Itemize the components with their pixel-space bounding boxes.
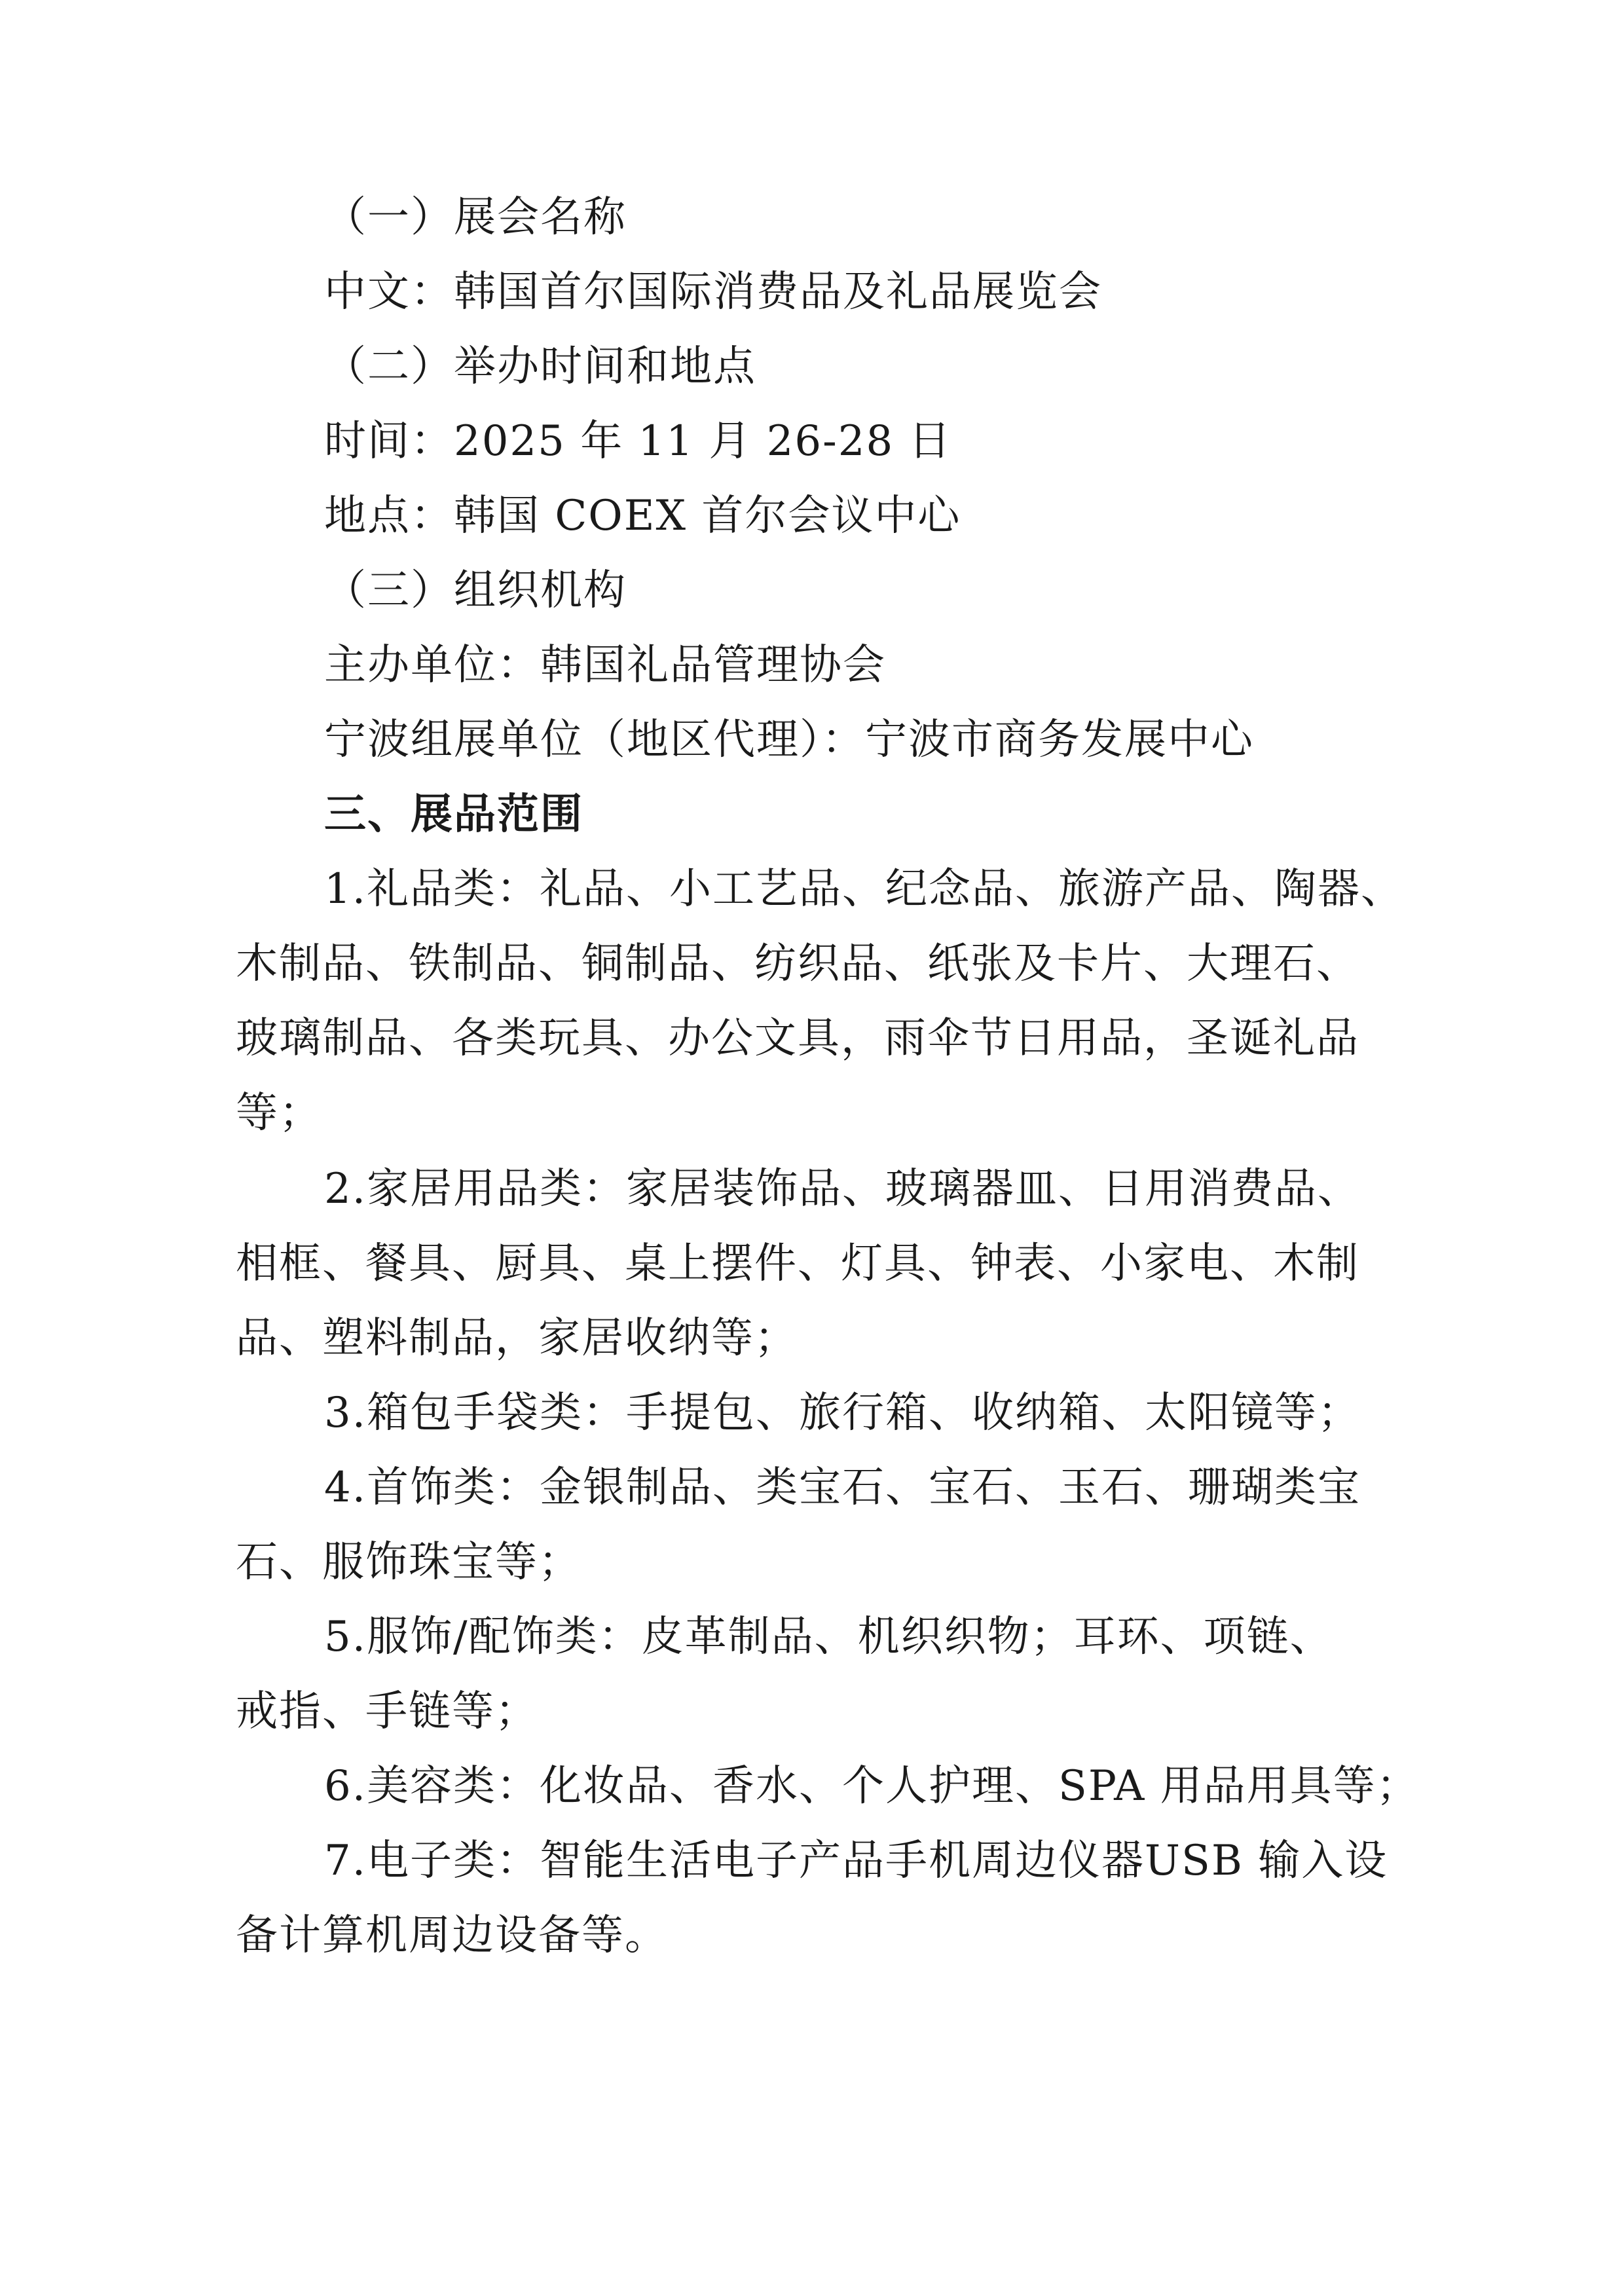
- document-page: （一）展会名称 中文：韩国首尔国际消费品及礼品展览会 （二）举办时间和地点 时间：2025 年 11 月 26-28 日 地点：韩国 COEX 首尔会议中心 （三）组织机构 主办单位：韩国礼品管理协会 宁波组展单位（地区代理）：宁波市商务发展中心 三、展品范围 1.礼品类：礼品、小工艺品、纪念品、旅游产品、陶器、 木制品、铁制品、铜制品、纺织品、纸张及卡片、大理石、 玻璃制品、各类玩具、办公文具，雨伞节日用品，圣诞礼品 等； 2.家居用品类：家居装饰品、玻璃器皿、日用消费品、 相框、餐具、厨具、桌上摆件、灯具、钟表、小家电、木制 品、塑料制品，家居收纳等； 3.箱包手袋类：手提包、旅行箱、收纳箱、太阳镜等； 4.首饰类：金银制品、类宝石、宝石、玉石、珊瑚类宝 石、服饰珠宝等； 5.服饰/配饰类：皮革制品、机织织物；耳环、项链、 戒指、手链等； 6.美容类：化妆品、香水、个人护理、SPA 用品用具等； 7.电子类：智能生活电子产品手机周边仪器USB 输入设 备计算机周边设备等。: [236, 193, 1420, 1960]
